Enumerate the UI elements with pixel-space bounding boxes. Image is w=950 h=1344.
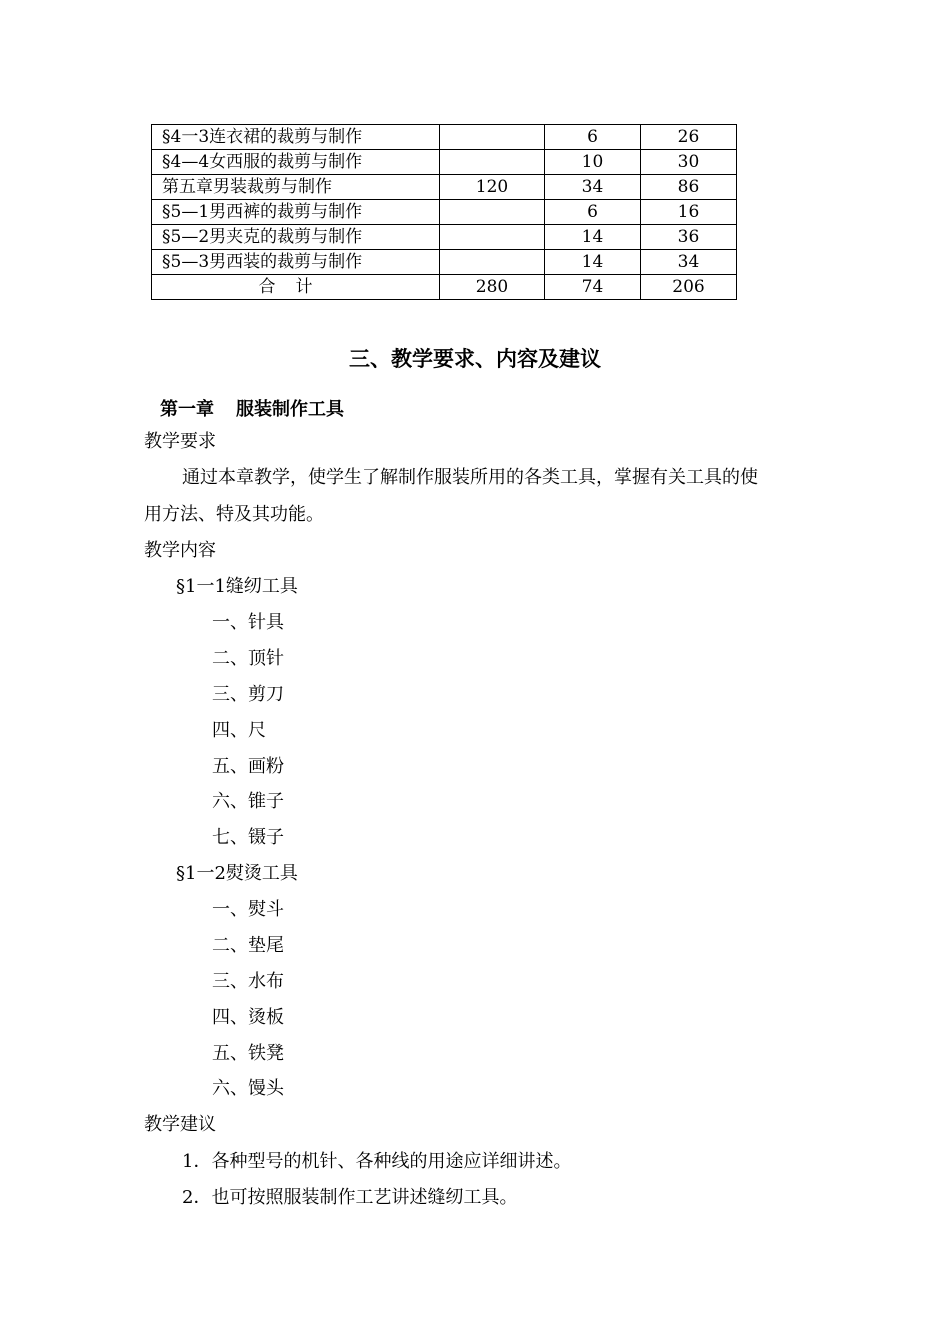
chapter-title: 服装制作工具: [236, 399, 344, 420]
row-name: §5—3男西装的裁剪与制作: [152, 250, 440, 275]
row-name: §5—1男西裤的裁剪与制作: [152, 200, 440, 225]
row-total: [440, 250, 545, 275]
row-total: [440, 125, 545, 150]
list-item: 一、熨斗: [212, 899, 284, 920]
list-item: 六、锥子: [212, 791, 284, 812]
row-practice: 86: [641, 175, 737, 200]
list-item: 二、垫尾: [212, 935, 284, 956]
subsection-title: §1一2熨烫工具: [176, 863, 298, 884]
row-theory: 6: [545, 125, 641, 150]
requirements-text-line-1: 通过本章教学，使学生了解制作服装所用的各类工具，掌握有关工具的使: [182, 467, 758, 488]
list-item: 四、尺: [212, 720, 266, 741]
list-item: 五、铁凳: [212, 1043, 284, 1064]
list-item: 四、烫板: [212, 1007, 284, 1028]
list-item: 二、顶针: [212, 648, 284, 669]
list-item: 五、画粉: [212, 756, 284, 777]
chapter-heading: [160, 395, 344, 421]
list-item: 六、馒头: [212, 1078, 284, 1099]
row-practice: 30: [641, 150, 737, 175]
list-item: 三、水布: [212, 971, 284, 992]
row-practice: 16: [641, 200, 737, 225]
row-practice: 34: [641, 250, 737, 275]
section-title: 三、教学要求、内容及建议: [349, 347, 601, 371]
table-row: [152, 250, 737, 275]
list-item: 三、剪刀: [212, 684, 284, 705]
suggestion-item: 2．也可按照服装制作工艺讲述缝纫工具。: [182, 1187, 518, 1208]
table-total-row: [152, 275, 737, 300]
total-hours: 280: [440, 275, 545, 300]
row-total: 120: [440, 175, 545, 200]
row-theory: 6: [545, 200, 641, 225]
row-practice: 36: [641, 225, 737, 250]
table-row: [152, 200, 737, 225]
total-label: 合计: [152, 275, 440, 300]
row-total: [440, 150, 545, 175]
list-item: 一、针具: [212, 612, 284, 633]
table-row: [152, 225, 737, 250]
row-total: [440, 200, 545, 225]
chapter-number: 第一章: [160, 399, 214, 420]
row-theory: 34: [545, 175, 641, 200]
row-theory: 10: [545, 150, 641, 175]
table-row: [152, 175, 737, 200]
row-theory: 14: [545, 225, 641, 250]
row-name: §4一3连衣裙的裁剪与制作: [152, 125, 440, 150]
suggestion-item: 1．各种型号的机针、各种线的用途应详细讲述。: [182, 1151, 572, 1172]
row-name: §5—2男夹克的裁剪与制作: [152, 225, 440, 250]
row-theory: 14: [545, 250, 641, 275]
row-name: 第五章男装裁剪与制作: [152, 175, 440, 200]
requirements-heading: 教学要求: [144, 431, 216, 452]
row-practice: 26: [641, 125, 737, 150]
total-practice: 206: [641, 275, 737, 300]
subsection-title: §1一1缝纫工具: [176, 576, 298, 597]
suggestions-heading: 教学建议: [144, 1114, 216, 1135]
table-row: [152, 150, 737, 175]
row-name: §4—4女西服的裁剪与制作: [152, 150, 440, 175]
list-item: 七、镊子: [212, 827, 284, 848]
total-theory: 74: [545, 275, 641, 300]
requirements-text-line-2: 用方法、特及其功能。: [144, 504, 324, 525]
row-total: [440, 225, 545, 250]
content-heading: 教学内容: [144, 540, 216, 561]
table-row: [152, 125, 737, 150]
hours-table: [151, 124, 737, 300]
